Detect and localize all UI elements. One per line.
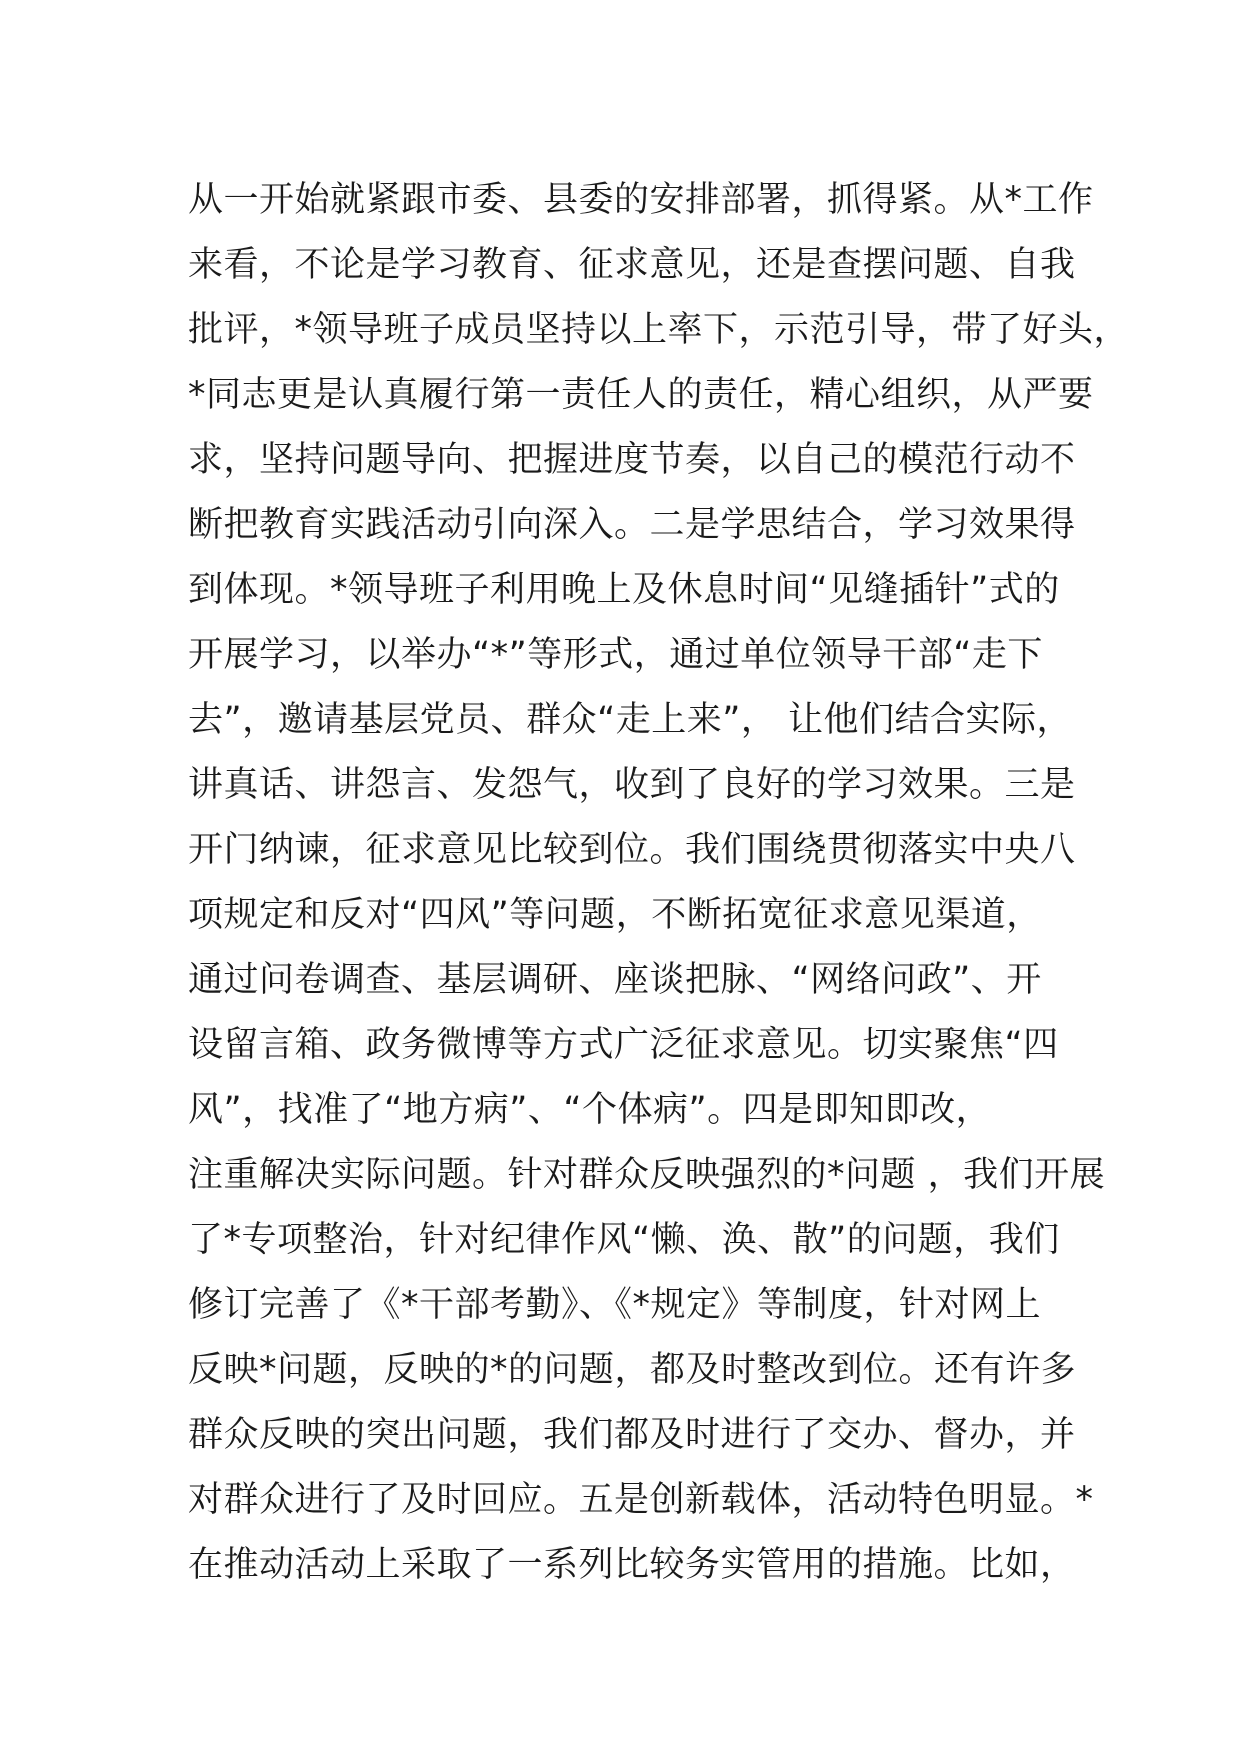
text-line: 来看，不论是学习教育、征求意见，还是查摆问题、自我 — [188, 245, 1076, 285]
text-line: 设留言箱、政务微博等方式广泛征求意见。切实聚焦“四 — [188, 1025, 1059, 1065]
text-line: 了*专项整治，针对纪律作风“懒、涣、散”的问题，我们 — [188, 1220, 1060, 1260]
text-line: 讲真话、讲怨言、发怨气，收到了良好的学习效果。三是 — [188, 765, 1076, 805]
text-line: 开展学习，以举办“*”等形式，通过单位领导干部“走下 — [188, 635, 1043, 675]
text-line: 修订完善了《*干部考勤》、《*规定》等制度，针对网上 — [188, 1285, 1042, 1325]
text-line: 求，坚持问题导向、把握进度节奏，以自己的模范行动不 — [188, 440, 1076, 480]
text-line: 群众反映的突出问题，我们都及时进行了交办、督办，并 — [188, 1415, 1076, 1455]
text-line: 去”，邀请基层党员、群众“走上来”， 让他们结合实际， — [188, 700, 1073, 740]
text-line: 开门纳谏，征求意见比较到位。我们围绕贯彻落实中央八 — [188, 830, 1076, 870]
body-text — [188, 168, 1130, 1598]
text-line: 风”，找准了“地方病”、“个体病”。四是即知即改， — [188, 1090, 992, 1130]
text-line: *同志更是认真履行第一责任人的责任，精心组织，从严要 — [188, 375, 1094, 415]
text-line: 通过问卷调查、基层调研、座谈把脉、“网络问政”、开 — [188, 960, 1042, 1000]
text-line: 项规定和反对“四风”等问题，不断拓宽征求意见渠道， — [188, 895, 1042, 935]
text-line: 对群众进行了及时回应。五是创新载体，活动特色明显。* — [188, 1480, 1094, 1520]
text-line: 在推动活动上采取了一系列比较务实管用的措施。比如， — [188, 1545, 1076, 1585]
text-line: 从一开始就紧跟市委、县委的安排部署，抓得紧。从*工作 — [188, 180, 1094, 220]
text-line: 断把教育实践活动引向深入。二是学思结合，学习效果得 — [188, 505, 1076, 545]
text-line: 到体现。*领导班子利用晚上及休息时间“见缝插针”式的 — [188, 570, 1060, 610]
text-line: 注重解决实际问题。针对群众反映强烈的*问题 ，我们开展 — [188, 1155, 1106, 1195]
text-line: 批评，*领导班子成员坚持以上率下，示范引导，带了好头， — [188, 310, 1130, 350]
text-line: 反映*问题，反映的*的问题，都及时整改到位。还有许多 — [188, 1350, 1077, 1390]
